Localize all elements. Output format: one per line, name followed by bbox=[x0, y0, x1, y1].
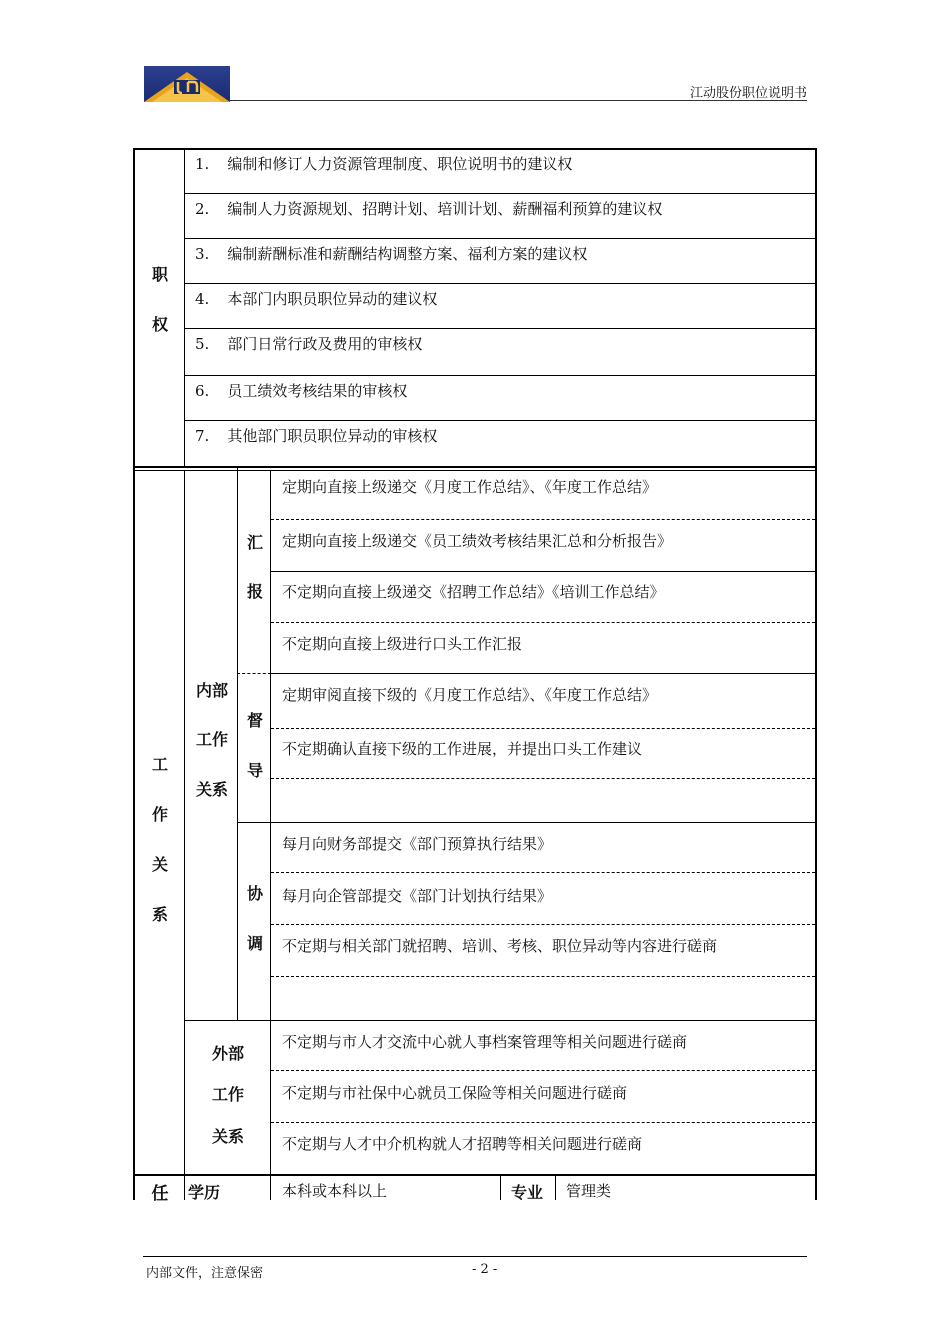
footer-rule bbox=[143, 1256, 807, 1257]
report-item-1: 定期向直接上级递交《月度工作总结》、《年度工作总结》 bbox=[282, 478, 658, 496]
authority-item-5: 5. 部门日常行政及费用的审核权 bbox=[195, 335, 423, 353]
authority-item-4: 4. 本部门内职员职位异动的建议权 bbox=[195, 290, 438, 308]
major-label: 专业 bbox=[510, 1183, 543, 1202]
report-item-2: 定期向直接上级递交《员工绩效考核结果汇总和分析报告》 bbox=[282, 532, 673, 550]
external-item-2: 不定期与市社保中心就员工保险等相关问题进行磋商 bbox=[282, 1084, 628, 1102]
authority-item-2: 2. 编制人力资源规划、招聘计划、培训计划、薪酬福利预算的建议权 bbox=[195, 200, 663, 218]
page-number: - 2 - bbox=[472, 1262, 498, 1277]
coordinate-item-3: 不定期与相关部门就招聘、培训、考核、职位异动等内容进行磋商 bbox=[282, 937, 718, 955]
external-item-3: 不定期与人才中介机构就人才招聘等相关问题进行磋商 bbox=[282, 1135, 643, 1153]
supervise-label-1: 督 bbox=[246, 711, 263, 730]
internal-relations-label-1: 内部 bbox=[195, 681, 228, 700]
coordinate-item-1: 每月向财务部提交《部门预算执行结果》 bbox=[282, 835, 553, 853]
authority-label-2: 权 bbox=[151, 315, 168, 334]
authority-label-1: 职 bbox=[151, 265, 168, 284]
report-item-3: 不定期向直接上级递交《招聘工作总结》《培训工作总结》 bbox=[282, 583, 665, 601]
report-label-2: 报 bbox=[246, 582, 263, 601]
report-item-4: 不定期向直接上级进行口头工作汇报 bbox=[282, 635, 523, 653]
report-label-1: 汇 bbox=[246, 533, 263, 552]
supervise-item-1: 定期审阅直接下级的《月度工作总结》、《年度工作总结》 bbox=[282, 686, 658, 704]
work-relations-label-1: 工 bbox=[151, 755, 168, 774]
external-relations-label-3: 关系 bbox=[211, 1127, 244, 1146]
external-relations-label-2: 工作 bbox=[211, 1085, 244, 1104]
work-relations-label-4: 系 bbox=[151, 905, 168, 924]
supervise-item-2: 不定期确认直接下级的工作进展，并提出口头工作建议 bbox=[282, 740, 643, 758]
coordinate-label-2: 调 bbox=[246, 934, 263, 953]
document-title: 江动股份职位说明书 bbox=[689, 86, 807, 101]
company-logo bbox=[144, 66, 230, 102]
authority-item-6: 6. 员工绩效考核结果的审核权 bbox=[195, 382, 408, 400]
external-item-1: 不定期与市人才交流中心就人事档案管理等相关问题进行磋商 bbox=[282, 1033, 688, 1051]
major-value: 管理类 bbox=[566, 1182, 612, 1200]
authority-item-3: 3. 编制薪酬标准和薪酬结构调整方案、福利方案的建议权 bbox=[195, 245, 588, 263]
coordinate-label-1: 协 bbox=[246, 884, 263, 903]
internal-relations-label-2: 工作 bbox=[195, 730, 228, 749]
education-value: 本科或本科以上 bbox=[282, 1182, 388, 1200]
confidential-note: 内部文件，注意保密 bbox=[146, 1266, 264, 1281]
authority-item-7: 7. 其他部门职员职位异动的审核权 bbox=[195, 427, 438, 445]
coordinate-item-2: 每月向企管部提交《部门计划执行结果》 bbox=[282, 887, 553, 905]
external-relations-label-1: 外部 bbox=[211, 1044, 244, 1063]
work-relations-label-2: 作 bbox=[151, 805, 168, 824]
supervise-label-2: 导 bbox=[246, 761, 263, 780]
authority-item-1: 1. 编制和修订人力资源管理制度、职位说明书的建议权 bbox=[195, 155, 573, 173]
work-relations-label-3: 关 bbox=[151, 855, 168, 874]
internal-relations-label-3: 关系 bbox=[195, 780, 228, 799]
qualification-label: 任 bbox=[151, 1184, 169, 1204]
education-label: 学历 bbox=[188, 1183, 221, 1202]
